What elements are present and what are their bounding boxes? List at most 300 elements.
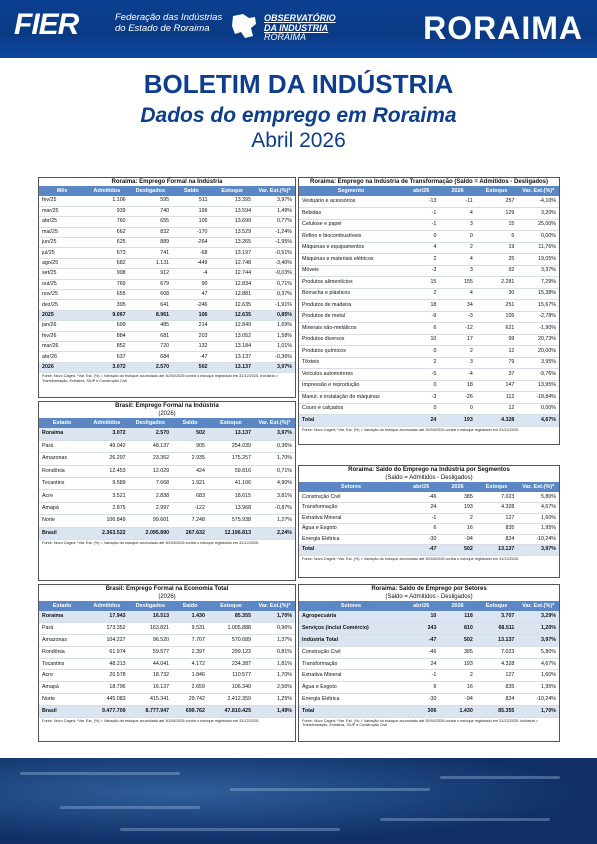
table-cell: 621: [476, 323, 518, 335]
table-cell: 445.083: [85, 694, 129, 706]
table-cell: 2.570: [129, 362, 173, 372]
table-cell: 595: [129, 196, 173, 206]
table-cell: 106.340: [208, 682, 254, 694]
table-cell: 251: [476, 300, 518, 312]
column-header: abr/26: [403, 186, 439, 196]
data-table: [299, 601, 559, 718]
table-cell: 18.796: [85, 682, 129, 694]
table-row: [299, 265, 559, 277]
table-cell: 3,20%: [517, 208, 559, 220]
table-cell: 0,85%: [254, 310, 295, 320]
header-row: [299, 601, 559, 611]
table-cell: 3,37%: [517, 265, 559, 277]
table-cell: 5,80%: [517, 492, 559, 503]
table-note: Fonte: Novo Caged; *Var. Est. (%) = Variação do estoque acumulado até 30/04/2026 contra o estoque registrado em 31/12/2025. Indústria = Transformação, Extrativa, SIUP e Construção Civil: [302, 718, 539, 728]
table-cell: -30: [403, 534, 439, 545]
table-row: [299, 513, 559, 524]
table-cell: Pará: [39, 440, 85, 452]
table-subtitle: (Saldo = Admitidos - Desligados): [385, 594, 473, 600]
column-header: 2026: [439, 601, 475, 611]
table-saldo-setores: [298, 584, 560, 742]
roraima-map-icon: [229, 12, 259, 40]
table-cell: 13.137: [211, 352, 255, 362]
table-cell: -449: [172, 258, 210, 268]
table-cell: 3: [439, 219, 475, 231]
table-cell: 30: [476, 288, 518, 300]
table-cell: 9.067: [85, 310, 129, 320]
table-cell: 24: [403, 503, 439, 514]
table-cell: -1,91%: [254, 300, 295, 310]
table-row: [299, 392, 559, 404]
column-header: Var. Est.(%)*: [517, 186, 559, 196]
table-cell: 18.732: [129, 670, 173, 682]
table-row: [299, 311, 559, 323]
table-cell: -0,36%: [254, 352, 295, 362]
observatorio-title: OBSERVATÓRIO DA INDÚSTRIA: [264, 13, 336, 33]
table-cell: 4: [439, 288, 475, 300]
table-cell: Extrativa Mineral: [299, 513, 403, 524]
table-cell: 4: [439, 208, 475, 220]
table-cell: -0,87%: [254, 502, 295, 514]
table-cell: Água e Esgoto: [299, 682, 403, 694]
table-row: [39, 646, 295, 658]
table-cell: Pará: [39, 623, 85, 635]
table-cell: 0: [403, 380, 439, 392]
table-cell: -47: [172, 352, 210, 362]
table-cell: Manut. e instalação de máquinas: [299, 392, 403, 404]
table-cell: 2: [439, 346, 475, 358]
table-cell: 15: [476, 219, 518, 231]
table-cell: -1: [403, 219, 439, 231]
table-cell: -3: [403, 265, 439, 277]
table-cell: Refino e biocombustíveis: [299, 231, 403, 243]
table-cell: Amazonas: [39, 635, 85, 647]
table-cell: 2025: [39, 310, 85, 320]
table-cell: 810: [439, 623, 475, 635]
table-cell: 44.041: [129, 658, 173, 670]
table-cell: 18.615: [208, 490, 254, 502]
table-cell: 570.689: [208, 635, 254, 647]
table-cell: Vestuário e acessórios: [299, 196, 403, 208]
table-cell: 1,01%: [254, 341, 295, 351]
table-row: [39, 362, 295, 372]
table-cell: abr/26: [39, 352, 85, 362]
table-cell: 3,97%: [517, 545, 559, 556]
table-cell: 34: [439, 300, 475, 312]
table-row: [39, 196, 295, 206]
table-cell: -1: [403, 208, 439, 220]
table-cell: Impressão e reprodução: [299, 380, 403, 392]
table-cell: 1,58%: [254, 331, 295, 341]
table-cell: 1,60%: [517, 513, 559, 524]
table-cell: 13.265: [211, 238, 255, 248]
header-banner: [0, 0, 597, 58]
table-cell: 884: [85, 331, 129, 341]
table-cell: 912: [129, 269, 173, 279]
table-cell: -4: [172, 269, 210, 279]
table-brasil-economia-total: [38, 584, 296, 742]
table-cell: 824: [476, 534, 518, 545]
table-title: Roraima: Saldo do Emprego na Indústria por Segmentos: [348, 467, 510, 473]
table-cell: 0,71%: [254, 279, 295, 289]
data-table: [299, 482, 559, 556]
table-cell: 0: [439, 403, 475, 415]
table-cell: 699: [85, 321, 129, 331]
table-cell: 299.123: [208, 646, 254, 658]
table-row: [39, 258, 295, 268]
table-row: [299, 492, 559, 503]
table-cell: -3,40%: [254, 258, 295, 268]
table-cell: 0,00%: [517, 403, 559, 415]
table-row: [299, 694, 559, 706]
table-cell: 13.594: [211, 206, 255, 216]
table-cell: -26: [439, 392, 475, 404]
observatorio-name: [264, 14, 344, 43]
table-cell: Minerais não-metálicos: [299, 323, 403, 335]
table-cell: -246: [172, 300, 210, 310]
table-subtitle: (2026): [158, 411, 176, 417]
table-cell: out/25: [39, 279, 85, 289]
table-row: [299, 196, 559, 208]
header-row: [39, 418, 295, 428]
table-row: [39, 635, 295, 647]
table-cell: nov/25: [39, 290, 85, 300]
table-cell: 1,81%: [254, 658, 295, 670]
table-cell: 12.834: [211, 279, 255, 289]
table-cell: 1,49%: [254, 206, 295, 216]
column-header: Estoque: [476, 482, 518, 492]
table-row: [39, 453, 295, 465]
table-cell: Acre: [39, 490, 85, 502]
table-cell: 2.997: [129, 502, 173, 514]
table-cell: -11: [439, 196, 475, 208]
table-cell: 13.699: [211, 217, 255, 227]
table-cell: 104.227: [85, 635, 129, 647]
table-cell: 1,70%: [517, 705, 559, 717]
data-table: [39, 601, 295, 718]
column-header: Mês: [39, 186, 85, 196]
table-cell: 18: [403, 300, 439, 312]
table-cell: 824: [476, 694, 518, 706]
table-cell: 2.095.890: [129, 527, 173, 539]
table-cell: 0,71%: [254, 465, 295, 477]
column-header: Estado: [39, 418, 85, 428]
table-cell: 13.184: [211, 341, 255, 351]
column-header: Admitidos: [85, 418, 129, 428]
table-cell: Energia Elétrica: [299, 534, 403, 545]
table-saldo-segmentos: [298, 465, 560, 578]
table-cell: 3,97%: [517, 635, 559, 647]
table-cell: 2,24%: [254, 527, 295, 539]
table-row: [39, 321, 295, 331]
table-cell: 127: [476, 670, 518, 682]
table-cell: 2: [439, 242, 475, 254]
table-cell: 741: [129, 248, 173, 258]
table-cell: Produtos químicos: [299, 346, 403, 358]
table-cell: 105: [172, 217, 210, 227]
table-cell: 2: [439, 513, 475, 524]
table-cell: 267.632: [172, 527, 208, 539]
table-cell: Móveis: [299, 265, 403, 277]
table-cell: 908: [85, 269, 129, 279]
table-cell: 3,97%: [254, 196, 295, 206]
table-cell: 3,95%: [517, 357, 559, 369]
table-cell: 852: [85, 341, 129, 351]
table-cell: 118: [439, 611, 475, 623]
table-cell: 1.846: [172, 670, 208, 682]
column-header: Var. Est.(%)*: [254, 418, 295, 428]
table-row: [39, 527, 295, 539]
table-cell: 2.363.522: [85, 527, 129, 539]
table-cell: Têxteis: [299, 357, 403, 369]
table-cell: 1.430: [439, 705, 475, 717]
table-cell: 7.023: [476, 492, 518, 503]
table-cell: 502: [172, 428, 208, 440]
table-cell: 234.387: [208, 658, 254, 670]
table-cell: 835: [476, 682, 518, 694]
table-cell: 4,90%: [254, 478, 295, 490]
table-cell: 424: [172, 465, 208, 477]
table-row: [299, 415, 559, 427]
table-row: [299, 658, 559, 670]
table-cell: Tocantins: [39, 478, 85, 490]
table-note: Fonte: Novo Caged; *Var. Est. (%) = Variação do estoque acumulado até 30/04/2026 contra o estoque registrado em 31/12/2025.: [302, 556, 520, 561]
table-cell: Produtos de madeira: [299, 300, 403, 312]
table-cell: 12.196.813: [208, 527, 254, 539]
table-cell: 79: [476, 357, 518, 369]
observatorio-sub: RORAIMA: [264, 32, 307, 42]
table-cell: 5,80%: [517, 646, 559, 658]
column-header: Setores: [299, 482, 403, 492]
table-cell: 12.453: [85, 465, 129, 477]
table-row: [39, 238, 295, 248]
table-cell: -3: [439, 311, 475, 323]
table-cell: 485: [129, 321, 173, 331]
table-cell: 769: [85, 279, 129, 289]
table-cell: 127: [476, 513, 518, 524]
table-cell: 13.052: [211, 331, 255, 341]
column-header: abr/26: [403, 601, 439, 611]
table-cell: 1,95%: [517, 524, 559, 535]
table-cell: 2.570: [129, 428, 173, 440]
table-cell: 637: [85, 352, 129, 362]
table-cell: Bebidas: [299, 208, 403, 220]
table-row: [299, 646, 559, 658]
table-cell: 193: [439, 658, 475, 670]
table-cell: 13.137: [208, 428, 254, 440]
table-cell: 47: [172, 290, 210, 300]
column-header: Estoque: [211, 186, 255, 196]
column-header: 2026: [439, 482, 475, 492]
table-cell: 8.961: [129, 310, 173, 320]
table-row: [299, 254, 559, 266]
table-cell: -30: [403, 694, 439, 706]
table-cell: 105: [476, 311, 518, 323]
table-cell: -3: [403, 392, 439, 404]
table-row: [299, 346, 559, 358]
table-cell: 385: [439, 492, 475, 503]
table-cell: 3: [439, 265, 475, 277]
table-brasil-emprego-industria: [38, 401, 296, 581]
table-cell: 306: [403, 705, 439, 717]
table-cell: -13: [403, 196, 439, 208]
table-cell: 835: [476, 524, 518, 535]
table-cell: 18: [439, 380, 475, 392]
table-cell: 47.810.425: [208, 705, 254, 717]
column-header: Estoque: [208, 418, 254, 428]
table-cell: 720: [129, 341, 173, 351]
table-row: [299, 503, 559, 514]
table-cell: -0,03%: [254, 269, 295, 279]
table-cell: Acre: [39, 670, 85, 682]
table-cell: 19,05%: [517, 254, 559, 266]
table-cell: 683: [172, 490, 208, 502]
table-cell: 0,96%: [254, 623, 295, 635]
table-row: [39, 227, 295, 237]
table-cell: 110.577: [208, 670, 254, 682]
table-row: [39, 465, 295, 477]
table-cell: Amazonas: [39, 453, 85, 465]
data-table: [299, 186, 559, 427]
table-cell: 740: [129, 206, 173, 216]
table-cell: 9.589: [85, 478, 129, 490]
table-cell: -1,90%: [517, 323, 559, 335]
table-row: [39, 611, 295, 623]
table-cell: 37: [476, 369, 518, 381]
fier-name: Federação das Indústrias do Estado de Roraima: [115, 12, 223, 34]
table-cell: 1,70%: [254, 611, 295, 623]
table-cell: -1,95%: [254, 238, 295, 248]
table-cell: -47: [403, 635, 439, 647]
table-cell: 3.072: [85, 428, 129, 440]
table-row: [39, 682, 295, 694]
column-header: Estoque: [476, 186, 518, 196]
table-cell: Norte: [39, 515, 85, 527]
table-cell: 385: [439, 646, 475, 658]
table-cell: 2.659: [172, 682, 208, 694]
table-row: [39, 670, 295, 682]
table-cell: 16.137: [129, 682, 173, 694]
table-row: [299, 403, 559, 415]
table-cell: 20.578: [85, 670, 129, 682]
table-cell: jun/25: [39, 238, 85, 248]
table-row: [299, 534, 559, 545]
table-cell: 68.511: [476, 623, 518, 635]
table-row: [299, 277, 559, 289]
table-cell: 106.849: [85, 515, 129, 527]
table-note: Fonte: Novo Caged; *Var. Est. (%) = Variação do estoque acumulado até 30/04/2026 contra o estoque registrado em 31/12/2025.: [42, 541, 260, 546]
table-cell: 13.197: [211, 248, 255, 258]
table-cell: 3,29%: [517, 611, 559, 623]
table-cell: 0,37%: [254, 290, 295, 300]
table-cell: 502: [439, 545, 475, 556]
table-cell: 13.529: [211, 227, 255, 237]
table-row: [39, 623, 295, 635]
table-cell: Máquinas e materiais elétricos: [299, 254, 403, 266]
table-cell: 17: [439, 334, 475, 346]
table-cell: 1,20%: [517, 623, 559, 635]
table-cell: 8.777.947: [129, 705, 173, 717]
table-cell: 203: [172, 331, 210, 341]
table-cell: 25,00%: [517, 219, 559, 231]
table-cell: 6: [403, 682, 439, 694]
table-cell: 343: [403, 623, 439, 635]
table-cell: 1.106: [85, 196, 129, 206]
table-cell: 655: [129, 217, 173, 227]
table-cell: 575.938: [208, 515, 254, 527]
table-cell: jan/26: [39, 321, 85, 331]
table-cell: 15: [403, 277, 439, 289]
table-cell: 257: [476, 196, 518, 208]
table-row: [299, 635, 559, 647]
table-cell: 16.513: [129, 611, 173, 623]
table-cell: 3.707: [476, 611, 518, 623]
table-row: [39, 428, 295, 440]
data-table: [39, 418, 295, 540]
table-cell: 11,76%: [517, 242, 559, 254]
table-cell: 679: [129, 279, 173, 289]
table-cell: -170: [172, 227, 210, 237]
table-row: [299, 611, 559, 623]
table-cell: Extrativa Mineral: [299, 670, 403, 682]
table-cell: Produtos alimentícios: [299, 277, 403, 289]
table-cell: 193: [439, 415, 475, 427]
table-cell: 905: [172, 440, 208, 452]
column-header: abr/26: [403, 482, 439, 492]
table-cell: 193: [439, 503, 475, 514]
table-cell: 3.072: [85, 362, 129, 372]
table-cell: 7.668: [129, 478, 173, 490]
table-cell: 175.257: [208, 453, 254, 465]
table-cell: 173.352: [85, 623, 129, 635]
table-cell: 4.328: [476, 658, 518, 670]
table-cell: 608: [129, 290, 173, 300]
table-row: [39, 352, 295, 362]
table-cell: 10: [403, 611, 439, 623]
table-cell: 415.341: [129, 694, 173, 706]
footer-banner: [0, 758, 597, 844]
table-cell: 99: [476, 334, 518, 346]
table-cell: 1.005.888: [208, 623, 254, 635]
table-cell: 112: [476, 392, 518, 404]
column-header: Estado: [39, 601, 85, 611]
table-row: [39, 248, 295, 258]
table-cell: 395: [85, 300, 129, 310]
table-title: Brasil: Emprego Formal na Indústria: [115, 403, 219, 409]
table-row: [299, 334, 559, 346]
table-cell: 199: [172, 206, 210, 216]
table-cell: 2.281: [476, 277, 518, 289]
table-cell: 1.921: [172, 478, 208, 490]
table-cell: -10,24%: [517, 534, 559, 545]
column-header: Setores: [299, 601, 403, 611]
table-cell: 92: [476, 265, 518, 277]
table-cell: 2.935: [172, 453, 208, 465]
table-cell: mar/26: [39, 341, 85, 351]
table-cell: -1: [403, 513, 439, 524]
table-row: [299, 545, 559, 556]
table-cell: -10,24%: [517, 694, 559, 706]
table-cell: 682: [85, 258, 129, 268]
table-cell: 99.601: [129, 515, 173, 527]
table-row: [39, 502, 295, 514]
table-cell: 1,49%: [254, 705, 295, 717]
table-cell: 684: [129, 352, 173, 362]
table-cell: 1.430: [172, 611, 208, 623]
table-title: Roraima: Emprego Formal na Indústria: [111, 179, 223, 185]
table-cell: 1,37%: [254, 635, 295, 647]
table-cell: -2,78%: [517, 311, 559, 323]
